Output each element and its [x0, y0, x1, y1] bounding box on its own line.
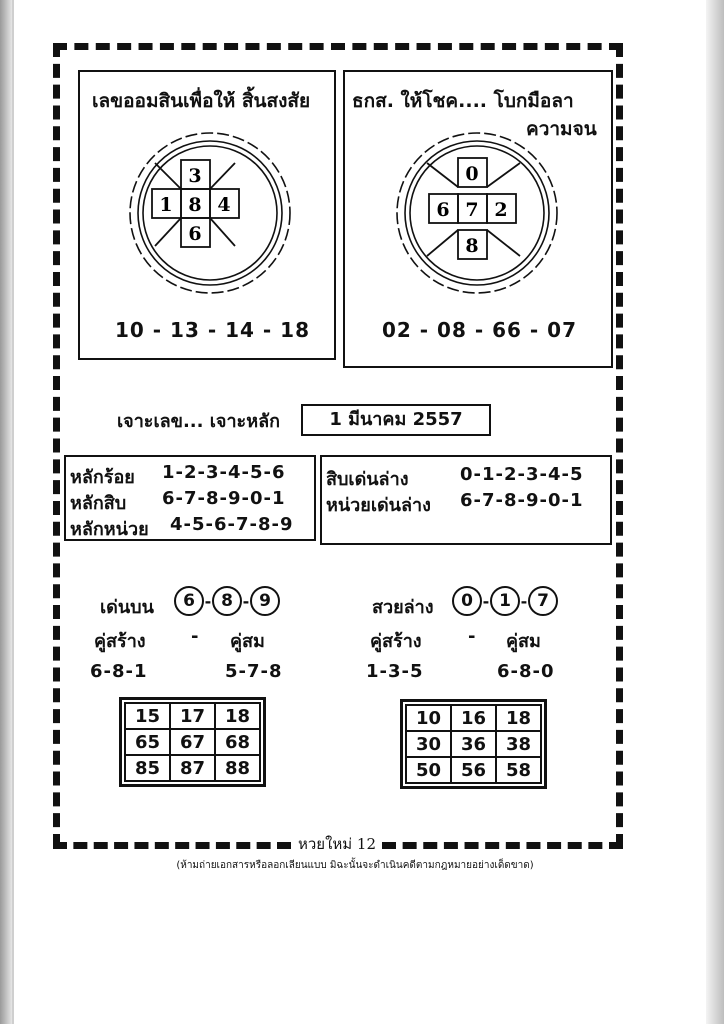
position-row: [70, 488, 126, 517]
upper-pair-a: 6-8-1: [90, 661, 148, 682]
upper-label: เด่นบน: [100, 597, 154, 618]
upper-pair-b: 5-7-8: [225, 661, 283, 682]
digit-separator: -: [482, 591, 490, 611]
grid-cell: 36: [451, 731, 496, 757]
digit-separator: -: [204, 591, 212, 611]
right-panel-title-line1: ธกส. ให้โชค.... โบกมือลา: [352, 90, 574, 112]
right-panel-title-line2: ความจน: [526, 118, 597, 140]
grid-cell: 58: [496, 757, 541, 783]
position-label: หลักร้อย: [70, 467, 135, 488]
wheel-top-number: 3: [188, 165, 202, 187]
position-row: [326, 464, 409, 493]
left-panel-title: เลขออมสินเพื่อให้ สิ้นสงสัย: [92, 90, 311, 112]
wheel-center-number: 7: [465, 199, 479, 221]
lower-label: สวยล่าง: [372, 597, 434, 618]
left-lucky-numbers: 10 - 13 - 14 - 18: [115, 318, 311, 342]
position-value: 4-5-6-7-8-9: [170, 514, 294, 535]
position-value: 0-1-2-3-4-5: [460, 464, 584, 485]
circled-digit: 8: [212, 586, 242, 616]
table-row: [125, 755, 260, 781]
wheel-right-number: 2: [494, 199, 508, 221]
grid-cell: 88: [215, 755, 260, 781]
position-value: 6-7-8-9-0-1: [162, 488, 286, 509]
lower-pair-label-b: คู่สม: [506, 631, 541, 652]
circled-digit: 6: [174, 586, 204, 616]
grid-cell: 15: [125, 703, 170, 729]
grid-cell: 17: [170, 703, 215, 729]
grid-cell: 50: [406, 757, 451, 783]
left-lotus-wheel: [125, 128, 295, 298]
circled-digit: 9: [250, 586, 280, 616]
right-lucky-numbers: 02 - 08 - 66 - 07: [382, 318, 578, 342]
grid-cell: 30: [406, 731, 451, 757]
position-row: [326, 490, 431, 519]
upper-pair-label-b: คู่สม: [230, 631, 265, 652]
wheel-left-number: 6: [436, 199, 450, 221]
lower-pair-b: 6-8-0: [497, 661, 555, 682]
grid-cell: 67: [170, 729, 215, 755]
grid-cell: 18: [215, 703, 260, 729]
wheel-top-number: 0: [465, 163, 479, 185]
upper-pair-dash: -: [191, 626, 199, 647]
digit-separator: -: [520, 591, 528, 611]
circled-digit: 7: [528, 586, 558, 616]
table-row: [406, 731, 541, 757]
grid-cell: 68: [215, 729, 260, 755]
table-row: [125, 729, 260, 755]
position-label: สิบเด่นล่าง: [326, 469, 409, 490]
page-edge-shadow: [706, 0, 724, 1024]
position-row: [70, 514, 149, 543]
dashed-frame-bottom-right: [382, 842, 623, 849]
lower-digits: [452, 586, 558, 616]
position-label: หน่วยเด่นล่าง: [326, 495, 431, 516]
wheel-center-number: 8: [188, 194, 202, 216]
grid-cell: 10: [406, 705, 451, 731]
position-row: [70, 462, 135, 491]
upper-number-grid: [124, 702, 261, 782]
footer-title: หวยใหม่ 12: [297, 835, 377, 853]
grid-cell: 18: [496, 705, 541, 731]
upper-digits: [174, 586, 280, 616]
table-row: [406, 757, 541, 783]
footer-copyright-note: (ห้ามถ่ายเอกสารหรือลอกเลียนแบบ มิฉะนั้นจะดำเนินคดีตามกฎหมายอย่างเด็ดขาด): [176, 860, 534, 871]
page-spine-line: [12, 0, 14, 1024]
grid-cell: 38: [496, 731, 541, 757]
wheel-left-number: 1: [159, 194, 173, 216]
grid-cell: 65: [125, 729, 170, 755]
wheel-bottom-number: 8: [465, 235, 479, 257]
position-label: หลักหน่วย: [70, 519, 149, 540]
right-lotus-wheel: [392, 128, 562, 298]
draw-date: 1 มีนาคม 2557: [301, 404, 491, 436]
circled-digit: 1: [490, 586, 520, 616]
lower-pair-a: 1-3-5: [366, 661, 424, 682]
position-value: 6-7-8-9-0-1: [460, 490, 584, 511]
date-line-label: เจาะเลข... เจาะหลัก: [117, 411, 281, 432]
grid-cell: 56: [451, 757, 496, 783]
position-label: หลักสิบ: [70, 493, 127, 514]
position-value: 1-2-3-4-5-6: [162, 462, 286, 483]
wheel-bottom-number: 6: [188, 223, 202, 245]
digit-separator: -: [242, 591, 250, 611]
grid-cell: 16: [451, 705, 496, 731]
table-row: [406, 705, 541, 731]
lower-pair-label-a: คู่สร้าง: [370, 631, 422, 652]
table-row: [125, 703, 260, 729]
wheel-right-number: 4: [217, 194, 231, 216]
circled-digit: 0: [452, 586, 482, 616]
lower-pair-dash: -: [468, 626, 476, 647]
grid-cell: 87: [170, 755, 215, 781]
upper-pair-label-a: คู่สร้าง: [94, 631, 146, 652]
page-spine-shadow: [0, 0, 12, 1024]
dashed-frame-bottom-left: [53, 842, 291, 849]
lower-number-grid: [405, 704, 542, 784]
grid-cell: 85: [125, 755, 170, 781]
